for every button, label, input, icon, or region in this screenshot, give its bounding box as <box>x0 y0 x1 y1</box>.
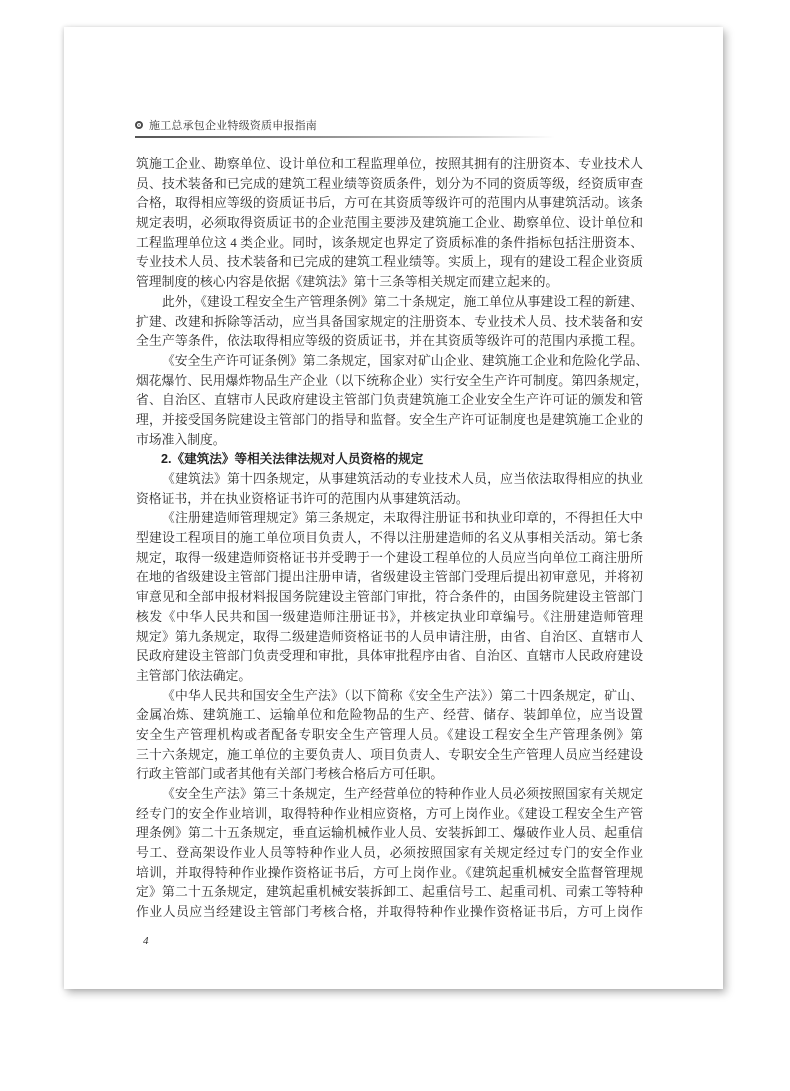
text-line: 主管部门依法确定。 <box>136 668 252 683</box>
text-line: 规定，取得一级建造师资格证书并受聘于一个建设工程单位的人员应当向单位工商注册所 <box>136 550 643 565</box>
section-heading: 2.《建筑法》等相关法律法规对人员资格的规定 <box>161 452 424 467</box>
text-line: 此外，《建设工程安全生产管理条例》第二十条规定，施工单位从事建设工程的新建、 <box>162 294 643 309</box>
text-line: 民政府建设主管部门负责受理和审批，具体审批程序由省、自治区、直辖市人民政府建设 <box>136 649 643 664</box>
text-line: 审意见和全部申报材料报国务院建设主管部门审批，符合条件的，由国务院建设主管部门 <box>136 590 643 605</box>
text-line: 扩建、改建和拆除等活动，应当具备国家规定的注册资本、专业技术人员、技术装备和安 <box>136 314 643 329</box>
text-line: 培训，并取得特种作业操作资格证书后，方可上岗作业。《建筑起重机械安全监督管理规 <box>136 865 643 880</box>
text-line: 省、自治区、直辖市人民政府建设主管部门负责建筑施工企业安全生产许可证的颁发和管 <box>136 393 643 408</box>
text-line: 规定表明，必须取得资质证书的企业范围主要涉及建筑施工企业、勘察单位、设计单位和 <box>136 216 643 231</box>
text-line: 在地的省级建设主管部门提出注册申请，省级建设主管部门受理后提出初审意见，并将初 <box>136 570 643 585</box>
running-head <box>135 117 317 133</box>
text-line: 三十六条规定，施工单位的主要负责人、项目负责人、专职安全生产管理人员应当经建设 <box>136 747 643 762</box>
header-rule <box>135 136 555 138</box>
text-line: 核发《中华人民共和国一级建造师注册证书》，并核定执业印章编号。《注册建造师管理 <box>136 609 643 624</box>
body-text <box>136 155 649 923</box>
text-line: 《安全生产许可证条例》第二条规定，国家对矿山企业、建筑施工企业和危险化学品、 <box>162 353 649 368</box>
text-line: 员、技术装备和已完成的建筑工程业绩等资质条件，划分为不同的资质等级，经资质审查 <box>136 176 643 191</box>
text-line: 号工、登高架设作业人员等特种作业人员，必须按照国家有关规定经过专门的安全作业 <box>136 846 643 861</box>
text-line: 金属冶炼、建筑施工、运输单位和危险物品的生产、经营、储存、装卸单位，应当设置 <box>136 708 643 723</box>
text-line: 《安全生产法》第三十条规定，生产经营单位的特种作业人员必须按照国家有关规定 <box>162 787 643 801</box>
text-line: 《建筑法》第十四条规定，从事建筑活动的专业技术人员，应当依法取得相应的执业 <box>162 472 643 486</box>
text-line: 市场准入制度。 <box>136 432 226 447</box>
text-line: 行政主管部门或者其他有关部门考核合格后方可任职。 <box>136 767 444 782</box>
text-line: 管理制度的核心内容是依据《建筑法》第十三条等相关规定而建立起来的。 <box>136 275 559 290</box>
text-line: 资格证书，并在执业资格证书许可的范围内从事建筑活动。 <box>136 491 469 506</box>
text-line: 工程监理单位这 4 类企业。同时，该条规定也界定了资质标准的条件指标包括注册资本、 <box>136 235 643 250</box>
text-line: 作业人员应当经建设主管部门考核合格，并取得特种作业操作资格证书后，方可上岗作 <box>136 905 643 920</box>
text-line: 经专门的安全作业培训，取得特种作业相应资格，方可上岗作业。《建设工程安全生产管 <box>136 806 643 821</box>
text-line: 《中华人民共和国安全生产法》（以下简称《安全生产法》）第二十四条规定，矿山、 <box>162 688 643 703</box>
text-line: 型建设工程项目的施工单位项目负责人，不得以注册建造师的名义从事相关活动。第七条 <box>136 531 643 546</box>
text-line: 理，并接受国务院建设主管部门的指导和监督。安全生产许可证制度也是建筑施工企业的 <box>136 412 643 427</box>
text-line: 规定》第九条规定，取得二级建造师资格证书的人员申请注册，由省、自治区、直辖市人 <box>136 629 643 644</box>
circle-bullet-icon <box>135 121 143 129</box>
page-number: 4 <box>143 935 149 947</box>
text-line: 定》第二十五条规定，建筑起重机械安装拆卸工、起重信号工、起重司机、司索工等特种 <box>136 885 643 900</box>
running-head-title: 施工总承包企业特级资质申报指南 <box>149 120 317 132</box>
text-line: 《注册建造师管理规定》第三条规定，未取得注册证书和执业印章的，不得担任大中 <box>162 511 643 526</box>
text-line: 烟花爆竹、民用爆炸物品生产企业（以下统称企业）实行安全生产许可制度。第四条规定， <box>136 373 648 388</box>
text-line: 筑施工企业、勘察单位、设计单位和工程监理单位，按照其拥有的注册资本、专业技术人 <box>136 157 643 171</box>
text-line: 全生产等条件，依法取得相应等级的资质证书，并在其资质等级许可的范围内承揽工程。 <box>136 334 643 349</box>
text-line: 专业技术人员、技术装备和已完成的建筑工程业绩等。实质上，现有的建设工程企业资质 <box>136 255 643 270</box>
text-line: 安全生产管理机构或者配备专职安全生产管理人员。《建设工程安全生产管理条例》第 <box>136 727 643 742</box>
text-line: 理条例》第二十五条规定，垂直运输机械作业人员、安装拆卸工、爆破作业人员、起重信 <box>136 826 643 841</box>
text-line: 合格，取得相应等级的资质证书后，方可在其资质等级许可的范围内从事建筑活动。该条 <box>136 196 643 211</box>
